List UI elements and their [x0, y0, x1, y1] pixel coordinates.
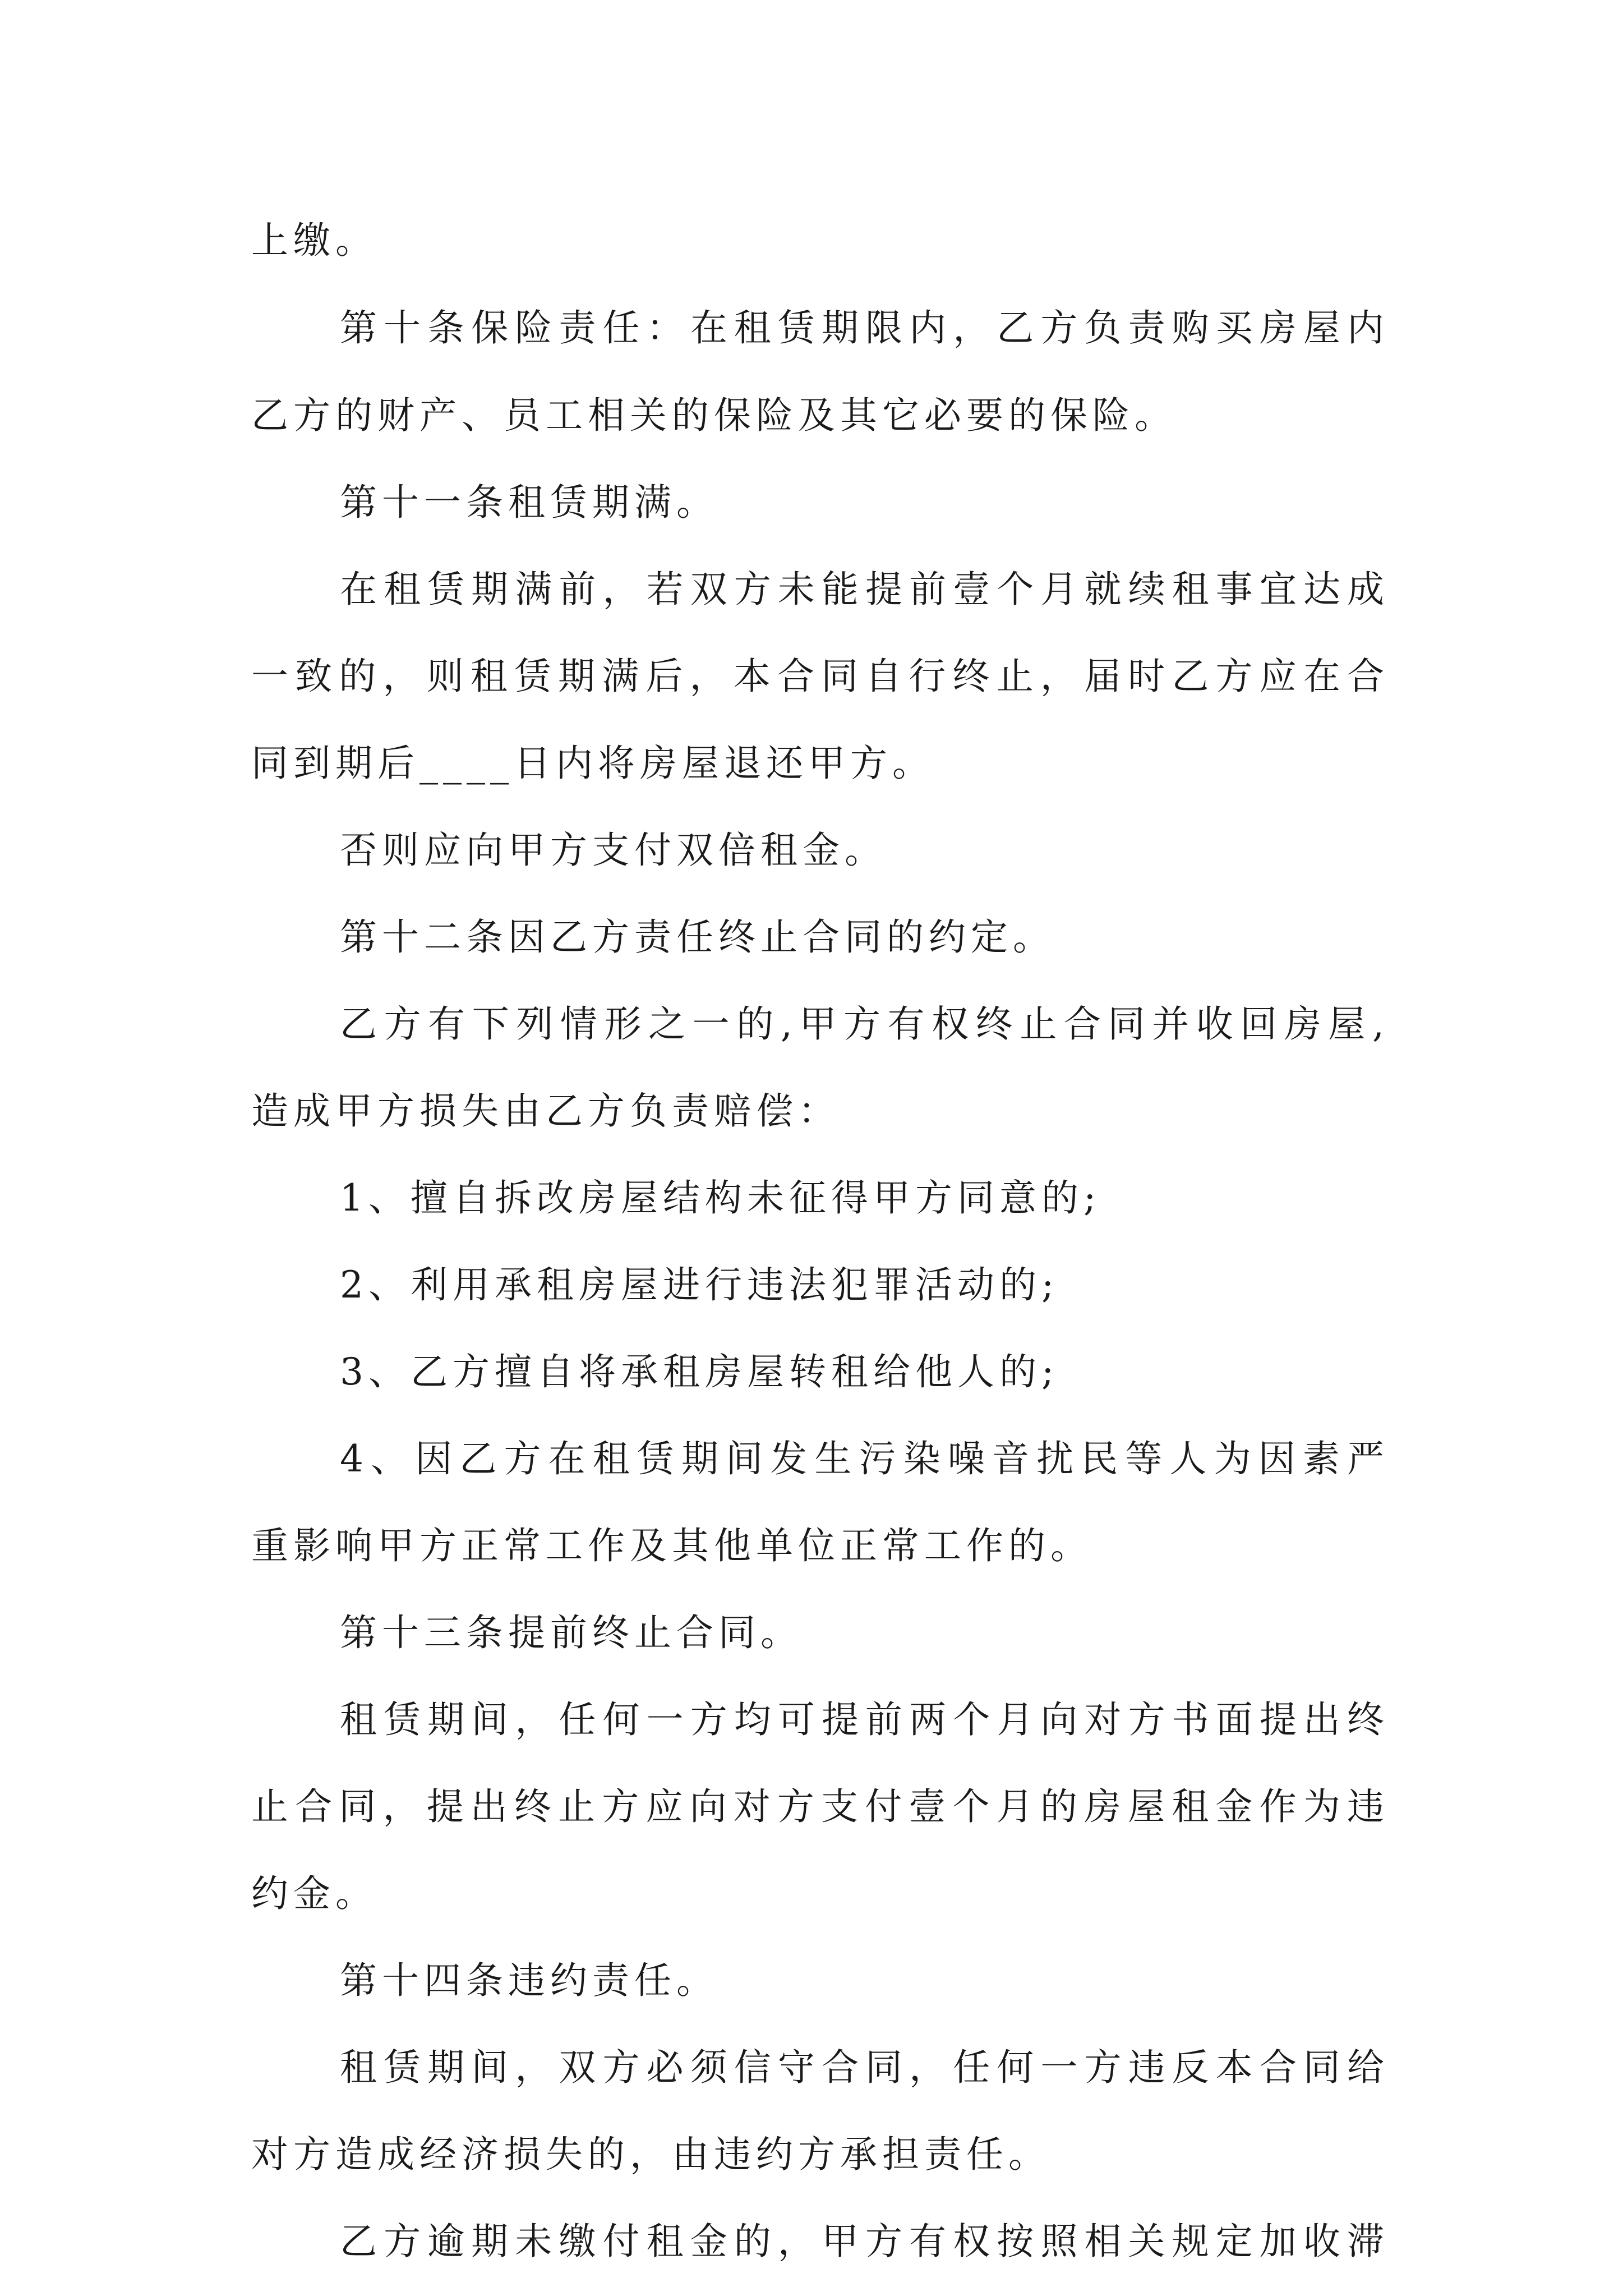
text-line: 第十二条因乙方责任终止合同的约定。	[340, 915, 1055, 959]
text-line: 3、乙方擅自将承租房屋转租给他人的;	[340, 1350, 1059, 1393]
text-line: 重影响甲方正常工作及其他单位正常工作的。	[251, 1524, 1092, 1567]
text-line: 乙方的财产、员工相关的保险及其它必要的保险。	[251, 394, 1177, 437]
text-line: 租赁期间，双方必须信守合同，任何一方违反本合同给	[340, 2046, 1384, 2089]
text-line: 造成甲方损失由乙方负责赔偿：	[251, 1089, 840, 1133]
text-line: 第十四条违约责任。	[340, 1959, 718, 2002]
text-line: 一致的，则租赁期满后，本合同自行终止，届时乙方应在合	[251, 655, 1384, 698]
text-line: 同到期后____日内将房屋退还甲方。	[251, 742, 934, 785]
text-line: 乙方有下列情形之一的,甲方有权终止合同并收回房屋,	[340, 1002, 1384, 1046]
text-line: 否则应向甲方支付双倍租金。	[340, 829, 887, 872]
text-line: 对方造成经济损失的，由违约方承担责任。	[251, 2133, 1050, 2176]
text-line: 止合同，提出终止方应向对方支付壹个月的房屋租金作为违	[251, 1785, 1384, 1828]
text-line: 租赁期间，任何一方均可提前两个月向对方书面提出终	[340, 1698, 1384, 1741]
text-line: 约金。	[251, 1872, 377, 1915]
text-line: 第十条保险责任：在租赁期限内，乙方负责购买房屋内	[340, 306, 1384, 349]
text-line: 上缴。	[251, 219, 377, 262]
text-line: 乙方逾期未缴付租金的，甲方有权按照相关规定加收滞	[340, 2220, 1384, 2263]
text-line: 在租赁期满前，若双方未能提前壹个月就续租事宜达成	[340, 568, 1384, 611]
text-line: 2、利用承租房屋进行违法犯罪活动的;	[340, 1263, 1059, 1306]
text-line: 1、擅自拆改房屋结构未征得甲方同意的;	[340, 1176, 1101, 1220]
text-line: 第十三条提前终止合同。	[340, 1611, 803, 1654]
text-line: 4、因乙方在租赁期间发生污染噪音扰民等人为因素严	[340, 1437, 1384, 1480]
text-line: 第十一条租赁期满。	[340, 481, 718, 524]
